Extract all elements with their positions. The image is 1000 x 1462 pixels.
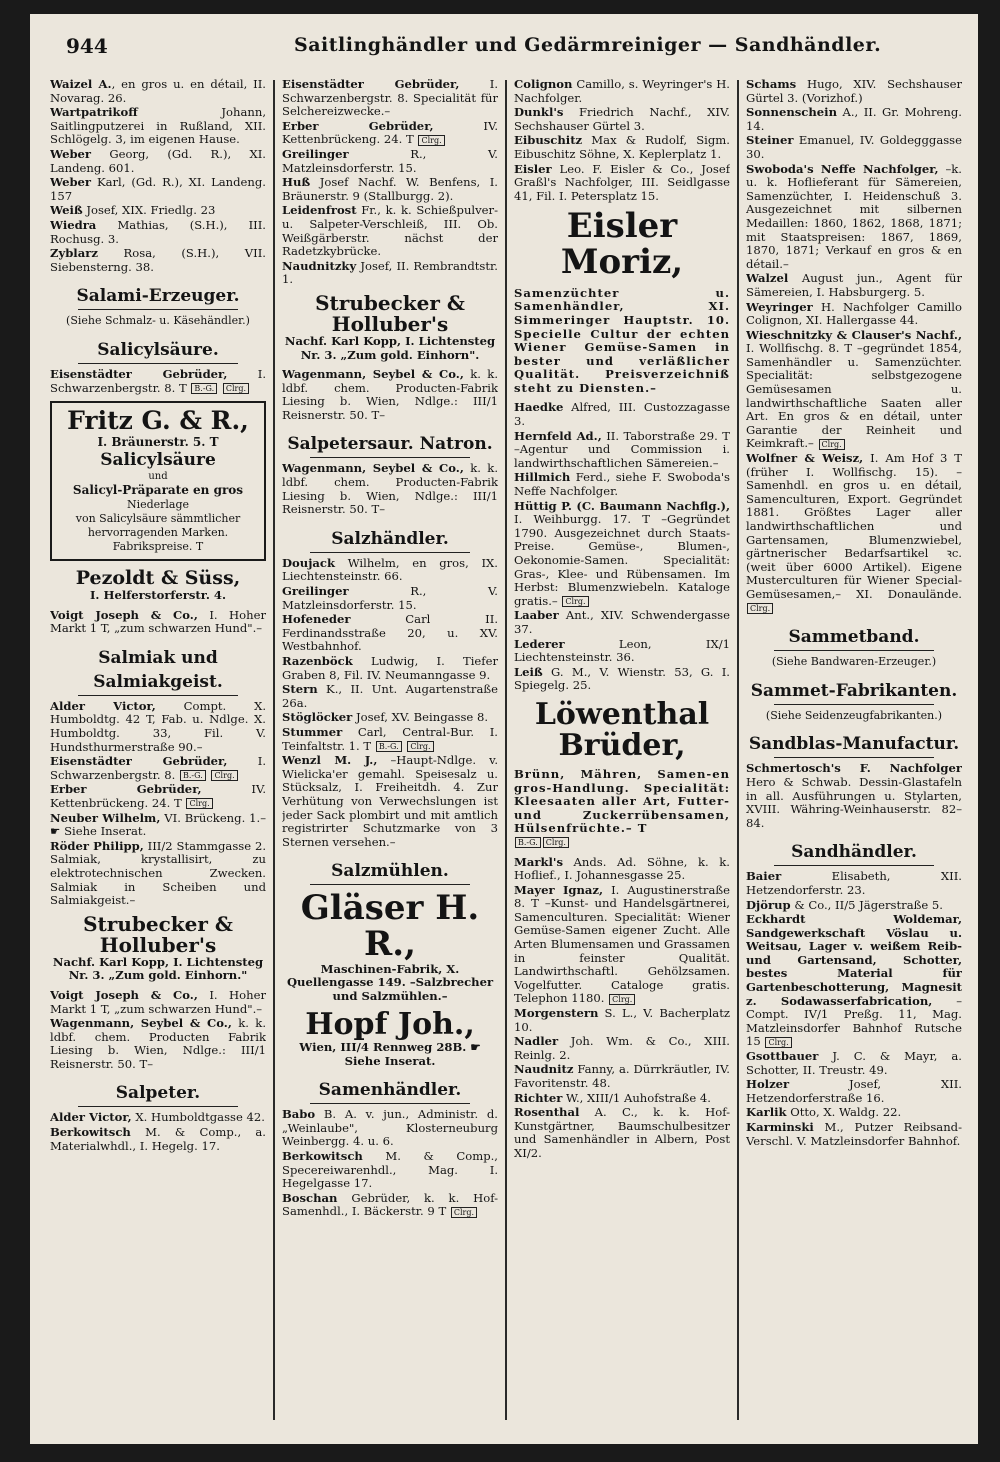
entry-text: Ludwig, I. Tiefer Graben 8, Fil. IV. Neumanngasse 9. [282,654,498,682]
heading-underline [310,1103,470,1104]
entry-name: Eisenstädter Gebrüder, [50,754,228,769]
directory-entry [50,204,266,218]
directory-entry [746,301,962,328]
directory-entry [514,638,730,665]
entry-text: k. k. ldbf. chem. Producten-Fabrik Liesing b. Wien, Ndlge.: III/1 Reisnerstr. 50. T– [282,367,498,422]
entry-name: Alder Victor, [50,698,156,713]
heading-underline [310,884,470,885]
heading-underline [310,457,470,458]
entry-name: Babo [282,1107,316,1122]
entry-text: Leo. F. Eisler & Co., Josef Graßl's Nachfolger, III. Seidlgasse 41, Fil. I. Petersplatz 15. [514,161,730,203]
directory-entry [50,247,266,274]
advertisement-line: Niederlage [126,498,190,512]
directory-entry [50,1111,266,1125]
display-advertisement [514,696,730,764]
heading-underline [310,552,470,553]
exchange-badge: Clrg. [211,770,237,781]
entry-name: Erber Gebrüder, [50,782,202,797]
entry-text: Fanny, a. Dürrkräutler, IV. Favoritenstr. 48. [514,1062,730,1090]
exchange-badge: Clrg. [186,798,212,809]
directory-entry [50,78,266,105]
entry-name: Leiß [514,664,543,679]
entry-text: G. M., V. Wienstr. 53, G. I. Spiegelg. 25. [514,664,730,693]
directory-entry [514,134,730,161]
advertiser-name: Pezoldt & Süss, [75,567,241,590]
directory-entry [514,471,730,498]
cross-reference-note: (Siehe Bandwaren-Erzeuger.) [771,655,937,669]
directory-entry [50,700,266,754]
display-advertisement [282,888,498,1003]
directory-entry [50,176,266,203]
advertisement-line: Salicylsäure [100,450,216,471]
directory-entry [746,762,962,830]
directory-entry [282,754,498,849]
entry-name: Hüttig P. (C. Baumann Nachflg.), [514,498,730,513]
entry-text: – Compt. IV/1 Preßg. 11, Mag. Matzleinsdorfer Bahnhof Rutsche 15 [746,993,962,1049]
advertiser-name: Hopf Joh., [305,1007,475,1043]
entry-text: –k. u. k. Hoflieferant für Sämereien, Samenzüchter, I. Heidenschuß 3. Ausgezeichnet mit silbernen Medaillen: 1860, 1862, 1868, 1871; mit Staatspreisen: 1867, 1869, 1870, 1871; Verkauf en gros & en détail.– [746,161,962,271]
entry-text: M. & Comp., a. Materialwhdl., I. Hegelg. 17. [50,1125,266,1153]
entry-text: Karl, (Gd. R.), XI. Landeng. 157 [50,175,266,203]
directory-entry [282,1108,498,1149]
directory-entry [50,609,266,636]
entry-name: Greilinger [282,584,349,599]
directory-entry [514,609,730,636]
section-heading: Salpeter. [115,1083,201,1104]
directory-entry [746,78,962,105]
advertisement-line: von Salicylsäure sämmtlicher hervorragenden Marken. [75,512,241,540]
exchange-badge: B.-G. [191,383,217,394]
entry-name: Wenzl M. J., [282,753,378,768]
advertisement-line: und [148,471,168,483]
directory-entry [746,452,962,615]
entry-text: IV. Kettenbrückeng. 24. T [282,118,498,147]
column-1 [50,78,266,1420]
entry-text: A., II. Gr. Mohreng. 14. [746,105,962,133]
entry-text: M. & Comp., Specereiwarenhdl., Mag. I. Hegelgasse 17. [282,1148,498,1191]
directory-entry [282,585,498,612]
entry-text: I. Schwarzenbergstr. 8. [50,754,266,782]
entry-text: VI. Brückeng. 1.– ☛ Siehe Inserat. [50,810,266,839]
directory-entry [746,899,962,913]
entry-name: Eibuschitz [514,133,583,148]
entry-text: M., Putzer Reibsand-Verschl. V. Matzleinsdorfer Bahnhof. [746,1120,962,1148]
entry-text: H. Nachfolger Camillo Colignon, XI. Hallergasse 44. [746,299,962,328]
advertisement-text-block [514,768,730,850]
entry-name: Eckhardt Woldemar, Sandgewerkschaft Vöslau u. Weitsau, Lager v. weißem Reib- und Gartensand, Schotter, bestes Material für Gartenbeschotterung, Magnesit z. Sodawasserfabrication, [746,912,962,1008]
exchange-badge: Clrg. [609,994,635,1005]
display-advertisement [282,1009,498,1068]
directory-entry [282,148,498,175]
entry-text: Josef, XIX. Friedlg. 23 [82,203,216,218]
directory-entry [514,430,730,471]
exchange-badge: Clrg. [562,596,588,607]
advertisement-line: Fritz G. & R., [67,406,249,436]
entry-name: Haedke [514,400,564,415]
entry-text: Georg, (Gd. R.), XI. Landeng. 601. [50,146,266,175]
entry-name: Weiß [50,203,83,218]
directory-entry [50,1126,266,1153]
directory-entry [514,401,730,428]
entry-name: Holzer [746,1077,790,1092]
entry-name: Morgenstern [514,1006,599,1021]
exchange-badge: Clrg. [819,439,845,450]
directory-entry [514,1007,730,1034]
heading-underline [774,757,934,758]
directory-entry [514,1035,730,1062]
entry-text: Josef Nachf. W. Benfens, I. Bräunerstr. 9 (Stallburgg. 2). [282,175,498,203]
exchange-badge: Clrg. [223,383,249,394]
entry-name: Rosenthal [514,1105,580,1120]
directory-entry [50,783,266,810]
entry-text: I. Weihburgg. 17. T –Gegründet 1790. Ausgezeichnet durch Staats-Preise. Gemüse-, Blumen-, Oekonomie-Samen. Specialität: Gras-, Klee- und Rübensamen. Im Herbst: Blumenzwiebeln. Kataloge gratis.– [514,512,730,608]
section-heading: Salicylsäure. [97,339,219,360]
column-4 [746,78,962,1420]
directory-entry [282,1150,498,1191]
heading-underline [78,695,238,696]
entry-name: Mayer Ignaz, [514,882,604,897]
entry-name: Stern [282,682,318,697]
entry-name: Hernfeld Ad., [514,428,602,443]
boxed-advertisement [50,401,266,561]
entry-text: II. Taborstraße 29. T –Agentur und Commission i. landwirthschaftlichen Sämereien.– [514,428,730,470]
entry-text: B. A. v. jun., Administr. d. „Weinlaube", Klosterneuburg Weinbergg. 4. u. 6. [282,1107,498,1149]
entry-name: Berkowitsch [282,1148,363,1163]
entry-name: Karlik [746,1105,787,1120]
entry-text: Rosa, (S.H.), VII. Siebensterng. 38. [50,246,266,274]
directory-entry [746,163,962,272]
advertiser-name: Eisler Moriz, [560,206,684,283]
entry-text: III/2 Stammgasse 2. Salmiak, krystallisirt, zu elektrotechnischen Zwecken. Salmiak in Scheiben und Salmiakgeist.– [50,838,266,908]
entry-name: Dunkl's [514,105,564,120]
entry-name: Stöglöcker [282,710,353,725]
directory-entry [514,1106,730,1160]
entry-name: Razenböck [282,654,353,668]
directory-entry [514,1063,730,1090]
running-title: Saitlinghändler und Gedärmreiniger — Sandhändler. [294,34,882,56]
advertisement-text-block [514,287,730,396]
directory-entry [514,856,730,883]
directory-entry [746,870,962,897]
entry-text: Gebrüder, k. k. Hof-Samenhdl., I. Bäckerstr. 9 T [282,1190,498,1219]
entry-text: August jun., Agent für Sämereien, I. Habsburgerg. 5. [746,271,962,299]
directory-entry [746,106,962,133]
entry-text: Compt. X. Humboldtg. 42 T, Fab. u. Ndlge. X. Humboldtg. 33, Fil. V. Hundsthurmerstraße 90.– [50,698,266,754]
entry-text: Friedrich Nachf., XIV. Sechshauser Gürtel 3. [514,105,730,133]
entry-name: Schams [746,78,797,91]
exchange-badge: Clrg. [747,603,773,614]
exchange-badge: Clrg. [407,741,433,752]
section-heading: Salzhändler. [331,528,449,549]
advertisement-line: Fabrikspreise. T [112,540,204,554]
entry-text: Elisabeth, XII. Hetzendorferstr. 23. [746,869,962,897]
display-advertisement [514,206,730,283]
directory-entry [282,557,498,584]
advertisement-line: I. Bräunerstr. 5. T [97,435,219,450]
directory-entry [514,1092,730,1106]
directory-entry [746,1078,962,1105]
entry-name: Eisenstädter Gebrüder, [50,366,228,381]
entry-name: Röder Philipp, [50,838,144,853]
advertiser-name: Strubecker & Holluber's [83,911,233,957]
entry-text: I. Schwarzenbergstr. 8. Specialität für Selchereizwecke.– [282,78,498,119]
entry-name: Weyringer [746,299,813,314]
entry-name: Huß [282,175,311,190]
directory-entry [282,711,498,725]
entry-name: Wagenmann, Seybel & Co., [282,461,464,476]
section-heading: Sandblas-Manufactur. [748,734,960,755]
exchange-badge: Clrg. [765,1037,791,1048]
section-heading: Salzmühlen. [331,861,449,882]
directory-entry [282,368,498,422]
entry-text: Mathias, (S.H.), III. Rochusg. 3. [50,217,266,246]
directory-entry [50,106,266,147]
entry-text: Ands. Ad. Söhne, k. k. Hoflief., I. Johannesgasse 25. [514,854,730,883]
entry-name: Lederer [514,636,565,651]
entry-text: Wilhelm, en gros, IX. Liechtensteinstr. 66. [282,555,498,584]
entry-text: IV. Kettenbrückeng. 24. T [50,782,266,810]
entry-text: –Haupt-Ndlge. v. Wielicka'er gemahl. Speisesalz u. Stücksalz, I. Freiheitdh. 4. Zur Verhütung von Verwechslungen ist jeder Sack plombirt und mit amtlich registrirter Schutzmarke von 3 Sternen versehen.– [282,753,498,849]
advertiser-details: Nachf. Karl Kopp, I. Lichtensteg Nr. 3. „Zum gold. Einhorn". [284,333,496,362]
directory-entry [282,260,498,287]
entry-text: I. Schwarzenbergstr. 8. T [50,366,266,395]
heading-underline [774,704,934,705]
directory-entry [50,755,266,782]
entry-text: k. k. ldbf. chem. Producten-Fabrik Liesing b. Wien, Ndlge.: III/1 Reisnerstr. 50. T– [282,461,498,517]
advertiser-details: Maschinen-Fabrik, X. Quellengasse 149. –Salzbrecher und Salzmühlen.– [286,961,494,1003]
heading-underline [774,865,934,866]
entry-name: Weber [50,175,92,190]
entry-name: Stummer [282,724,343,739]
column-rule [505,80,507,1420]
entry-name: Gsottbauer [746,1049,819,1064]
advertiser-details: Wien, III/4 Rennweg 28B. ☛ Siehe Inserat. [299,1039,481,1068]
column-rule [737,80,739,1420]
column-3 [514,78,730,1420]
entry-text: I. Augustinerstraße 8. T –Kunst- und Handelsgärtnerei, Samenculturen. Specialität: Wiener Gemüse-Samen eigener Zucht. Alle Arten Blumensamen und Grassamen in feinster Qualität. Landwirthschaftl. Gehölzsamen. Vogelfutter. Cataloge gratis. Telephon 1180. [514,882,730,1006]
entry-name: Voigt Joseph & Co., [50,607,198,622]
directory-entry [50,840,266,908]
directory-entry [282,78,498,119]
entry-text: Josef, II. Rembrandtstr. 1. [282,258,498,287]
page-header [66,34,882,64]
entry-text: Josef, XII. Hetzendorferstraße 16. [746,1077,962,1105]
advertiser-name: Gläser H. R., [300,888,480,964]
entry-text: Leon, IX/1 Liechtensteinstr. 36. [514,636,730,665]
entry-name: Wiedra [50,217,97,232]
exchange-badge: Clrg. [451,1207,477,1218]
entry-text: & Co., II/5 Jägerstraße 5. [790,897,943,912]
entry-name: Wieschnitzky & Clauser's Nachf., [746,327,962,342]
directory-entry [282,726,498,753]
heading-underline [78,309,238,310]
entry-name: Steiner [746,133,794,148]
entry-name: Hillmich [514,470,571,485]
entry-name: Colignon [514,78,573,91]
entry-name: Berkowitsch [50,1125,131,1140]
directory-entry [514,78,730,105]
entry-text: A. C., k. k. Hof-Kunstgärtner, Baumschulbesitzer und Samenhändler in Albern, Post XI/2. [514,1105,730,1160]
entry-name: Laaber [514,608,559,623]
entry-text: Ferd., siehe F. Swoboda's Neffe Nachfolger. [514,470,730,499]
directory-entry [514,106,730,133]
exchange-badge: Clrg. [418,135,444,146]
directory-entry [50,368,266,395]
directory-entry [282,204,498,258]
advertisement-line: Salicyl-Präparate en gros [72,483,244,498]
entry-text: Alfred, III. Custozzagasse 3. [514,400,730,429]
entry-name: Zyblarz [50,246,98,261]
directory-entry [282,176,498,203]
entry-text: Hugo, XIV. Sechshauser Gürtel 3. (Vorizhof.) [746,78,962,105]
entry-text: Fr., k. k. Schießpulver- u. Salpeter-Verschleiß, III. Ob. Weißgärberstr. nächst der Radetzkybrücke. [282,203,498,259]
directory-entry [514,500,730,609]
entry-text: I. Wollfischg. 8. T –gegründet 1854, Samenhändler u. Samenzüchter. Specialität: selbstgezogene Gemüsesamen u. landwirthschaftliche Saaten aller Art. En gros & en détail, unter Garantie der Reinheit und Keimkraft.– [746,341,962,451]
directory-entry [514,163,730,204]
directory-entry [50,1017,266,1071]
page-number: 944 [66,34,108,58]
entry-name: Weber [50,146,92,161]
heading-underline [78,1106,238,1107]
directory-page [30,14,978,1444]
cross-reference-note: (Siehe Schmalz- u. Käsehändler.) [66,314,250,328]
directory-entry [514,666,730,693]
entry-text: J. C. & Mayr, a. Schotter, II. Treustr. 49. [746,1049,962,1077]
entry-name: Waizel A. [50,78,112,91]
entry-text: S. L., V. Bacherplatz 10. [514,1006,730,1034]
entry-text: Hero & Schwab. Dessin-Glastafeln in all. Ausführungen u. Stylarten, XVIII. Währing-Weinhauserstr. 82–84. [746,774,962,830]
directory-entry [746,134,962,161]
entry-text: K., II. Unt. Augartenstraße 26a. [282,682,498,710]
display-advertisement [50,569,266,603]
entry-name: Nadler [514,1034,559,1049]
entry-name: Voigt Joseph & Co., [50,987,198,1002]
exchange-badge: B.-G. [180,770,206,781]
entry-name: Markl's [514,854,563,869]
entry-text: Joh. Wm. & Co., XIII. Reinlg. 2. [514,1034,730,1062]
entry-name: Richter [514,1090,563,1105]
directory-entry [746,1106,962,1120]
entry-name: Wolfner & Weisz, [746,451,864,466]
directory-entry [282,462,498,516]
advertiser-details: I. Helferstorferstr. 4. [90,588,226,603]
entry-text: k. k. ldbf. chem. Producten Fabrik Liesing b. Wien, Ndlge.: III/1 Reisnerstr. 50. T– [50,1016,266,1071]
entry-text: I. Hoher Markt 1 T, „zum schwarzen Hund".– [50,987,266,1016]
entry-name: Djörup [746,897,791,912]
heading-underline [774,650,934,651]
directory-entry [282,683,498,710]
section-heading: Sandhändler. [791,842,917,863]
entry-text: I. Hoher Markt 1 T, „zum schwarzen Hund".– [50,607,266,636]
entry-name: Walzel [746,271,789,286]
directory-entry [282,613,498,654]
entry-name: Alder Victor, [50,1110,132,1125]
advertisement-copy: Samenzüchter u. Samenhändler, XI. Simmeringer Hauptstr. 10. Specielle Cultur der echten Wiener Gemüse-Samen in bester und verläßlicher Qualität. Preisverzeichniß steht zu Diensten.– [514,285,730,395]
entry-name: Doujack [282,555,336,570]
directory-entry [282,655,498,682]
section-heading: Salpetersaur. Natron. [287,434,493,455]
entry-text: X. Humboldtgasse 42. [131,1110,265,1125]
entry-text: R., V. Matzleinsdorferstr. 15. [282,146,498,175]
directory-entry [746,913,962,1049]
entry-name: Leidenfrost [282,203,357,218]
entry-name: Sonnenschein [746,105,837,120]
entry-name: Boschan [282,1190,338,1205]
entry-name: Eisler [514,161,552,176]
entry-text: R., V. Matzleinsdorferstr. 15. [282,584,498,612]
entry-text: Carl II. Ferdinandsstraße 20, u. XV. Westbahnhof. [282,612,498,654]
entry-name: Erber Gebrüder, [282,118,434,133]
section-heading: Sammetband. [788,627,920,648]
directory-entry [746,1050,962,1077]
directory-entry [282,120,498,147]
entry-text: Max & Rudolf, Sigm. Eibuschitz Söhne, X. Keplerplatz 1. [514,133,730,161]
entry-name: Swoboda's Neffe Nachfolger, [746,161,939,176]
heading-underline [78,363,238,364]
directory-entry [746,1121,962,1148]
entry-text: I. Am Hof 3 T (früher I. Wollfischg. 15). –Samenhdl. en gros u. en détail, Samenculturen, Export. Gegründet 1881. Größtes Lager aller landwirthschaftlichen und Gartensamen, Blumenzwiebel, gärtnerischer Bedarfsartikel ꝛc. (weit über 6000 Artikel). Eigene Musterculturen für Wiener Special-Gemüsesamen,– XI. Donaulände. [746,451,962,601]
advertiser-details: Nachf. Karl Kopp, I. Lichtensteg Nr. 3. „Zum gold. Einhorn." [52,954,264,983]
directory-entry [514,884,730,1006]
entry-text: Emanuel, IV. Goldegggasse 30. [746,133,962,161]
exchange-badge: B.-G. [515,837,541,848]
section-heading: Sammet-Fabrikanten. [750,680,958,701]
directory-entry [282,1192,498,1219]
advertiser-name: Löwenthal Brüder, [534,696,710,764]
entry-name: Wagenmann, Seybel & Co., [282,367,464,382]
entry-name: Wartpatrikoff [50,105,138,120]
display-advertisement [282,290,498,362]
entry-name: Hofeneder [282,612,351,627]
entry-text: Josef, XV. Beingasse 8. [352,710,489,725]
entry-name: Schmertosch's F. Nachfolger [746,761,962,776]
entry-text: , en gros u. en détail, II. Novarag. 26. [50,78,266,105]
entry-text: Otto, X. Waldg. 22. [786,1105,902,1120]
entry-text: Camillo, s. Weyringer's H. Nachfolger. [514,78,730,105]
directory-entry [50,812,266,839]
cross-reference-note: (Siehe Seidenzeugfabrikanten.) [765,708,943,722]
directory-entry [746,329,962,451]
entry-name: Greilinger [282,146,349,161]
section-heading: Samenhändler. [318,1080,462,1101]
exchange-badge: B.-G. [376,741,402,752]
advertisement-copy: Brünn, Mähren, Samen-en gros-Handlung. Specialität: Kleesaaten aller Art, Futter- und Zuckerrübensamen, Hülsenfrüchte.– T [514,766,730,836]
entry-name: Naudnitz [514,1062,574,1077]
entry-text: Carl, Central-Bur. I. Teinfaltstr. 1. T [282,724,498,753]
entry-name: Karminski [746,1120,814,1134]
advertiser-name: Strubecker & Holluber's [315,290,465,336]
column-2 [282,78,498,1420]
exchange-badge: Clrg. [543,837,569,848]
entry-name: Baier [746,869,782,884]
column-rule [273,80,275,1420]
entry-name: Naudnitzky [282,258,357,273]
section-heading: Salami-Erzeuger. [76,286,240,307]
entry-name: Eisenstädter Gebrüder, [282,78,460,91]
directory-entry [50,148,266,175]
entry-name: Neuber Wilhelm, [50,810,161,825]
display-advertisement [50,911,266,983]
section-heading: Salmiak und Salmiakgeist. [93,647,223,692]
directory-entry [746,272,962,299]
directory-entry [50,219,266,246]
directory-entry [50,989,266,1016]
entry-name: Wagenmann, Seybel & Co., [50,1016,232,1031]
entry-text: W., XIII/1 Auhofstraße 4. [562,1090,711,1105]
entry-text: Ant., XIV. Schwendergasse 37. [514,608,730,636]
entry-text: Johann, Saitlingputzerei in Rußland, XII. Schlögelg. 3, im eigenen Hause. [50,105,266,147]
